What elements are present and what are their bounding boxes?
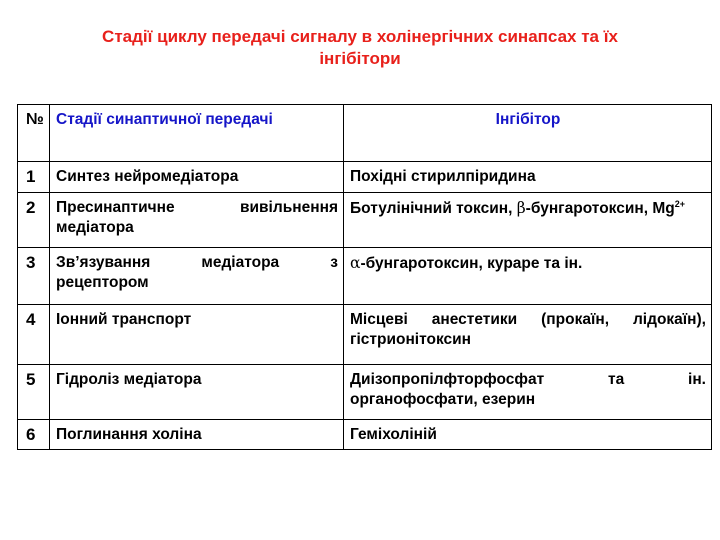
row-number: 2 [18, 193, 50, 248]
synapse-stages-table [17, 104, 712, 450]
row-inhibitor: Похідні стирилпіридина [344, 162, 712, 193]
inhibitor-main: Ботулінічний токсин, [350, 200, 513, 217]
inhibitor-rest: -бунгаротоксин, кураре та ін. [360, 255, 583, 272]
header-number: № [18, 105, 50, 162]
row-inhibitor: Місцеві анестетики (прокаїн, лідокаїн), гістриoнітоксин [344, 305, 712, 365]
beta-symbol: β [516, 199, 526, 217]
row-inhibitor [344, 193, 712, 248]
row-number: 1 [18, 162, 50, 193]
alpha-symbol: α [350, 254, 361, 272]
table-row [18, 420, 712, 450]
row-inhibitor: Диізопропілфторфосфат та ін. органофосфати, езерин [344, 365, 712, 420]
table-header-row [18, 105, 712, 162]
row-number: 5 [18, 365, 50, 420]
row-inhibitor [344, 248, 712, 305]
row-stage: Синтез нейромедіатора [50, 162, 344, 193]
page-title [40, 26, 680, 70]
table-row [18, 162, 712, 193]
title-line-2: інгібітори [319, 49, 401, 68]
row-number: 6 [18, 420, 50, 450]
header-inhibitor: Інгібітор [344, 105, 712, 162]
table-row [18, 305, 712, 365]
table-row [18, 365, 712, 420]
table-row [18, 248, 712, 305]
row-stage: Гідроліз медіатора [50, 365, 344, 420]
inhibitor-rest: -бунгаротоксин, Mg [525, 200, 675, 217]
row-stage: Пресинаптичне вивільнення медіатора [50, 193, 344, 248]
title-line-1: Стадії циклу передачі сигналу в холінергічних синапсах та їх [102, 27, 618, 46]
row-number: 3 [18, 248, 50, 305]
row-number: 4 [18, 305, 50, 365]
header-stage: Стадії синаптичної передачі [50, 105, 344, 162]
row-inhibitor: Геміхоліній [344, 420, 712, 450]
row-stage: Поглинання холіна [50, 420, 344, 450]
table-row [18, 193, 712, 248]
charge-superscript: 2+ [674, 199, 685, 209]
row-stage: Зв’язування медіатора з рецептором [50, 248, 344, 305]
row-stage: Іонний транспорт [50, 305, 344, 365]
